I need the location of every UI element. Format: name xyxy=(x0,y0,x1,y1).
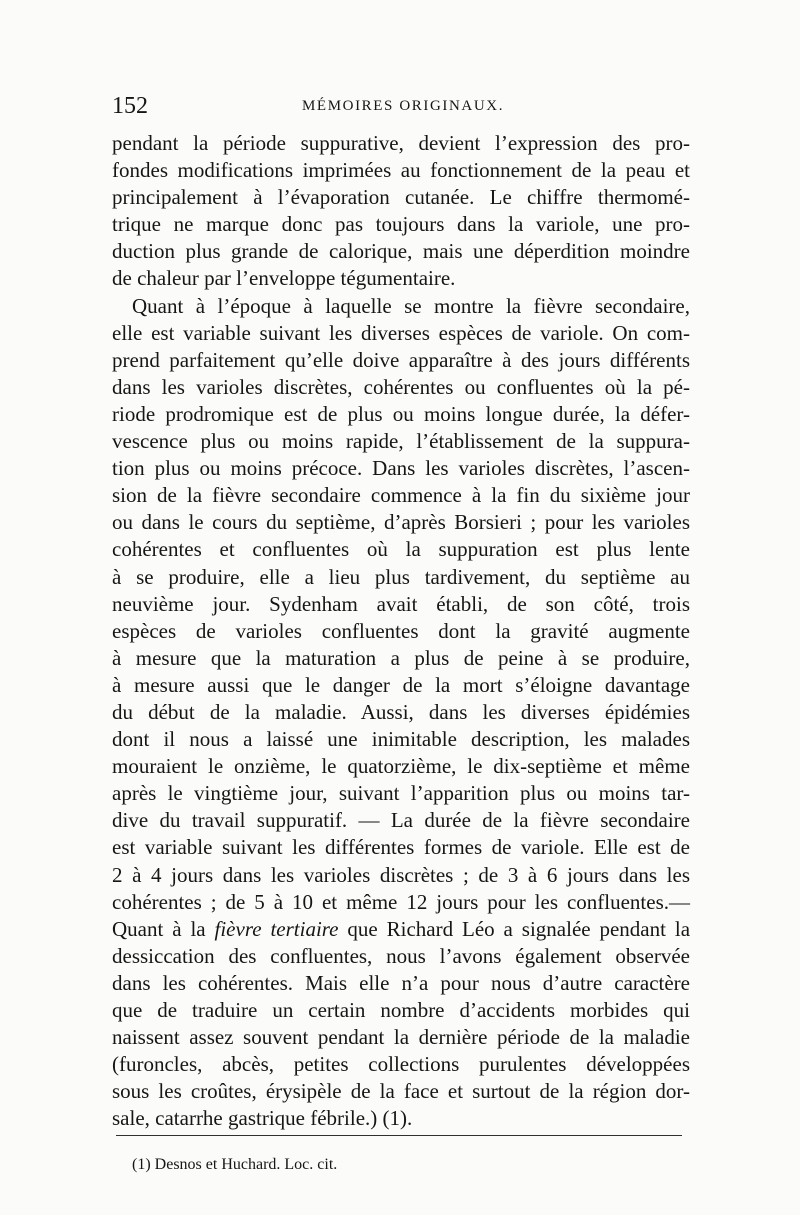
italic-term: fièvre tertiaire xyxy=(214,916,339,941)
text-line: riode prodromique est de plus ou moins longue durée, la défer- xyxy=(112,401,690,426)
text-line: prend parfaitement qu’elle doive apparaître à des jours différents xyxy=(112,347,690,372)
text-line: elle est variable suivant les diverses espèces de variole. On com- xyxy=(112,320,690,345)
text-line: après le vingtième jour, suivant l’apparition plus ou moins tar- xyxy=(112,781,690,806)
text-line: sion de la fièvre secondaire commence à la fin du sixième jour xyxy=(112,483,690,508)
text-line: vescence plus ou moins rapide, l’établissement de la suppura- xyxy=(112,429,690,454)
text-line: pendant la période suppurative, devient l’expression des pro- xyxy=(112,131,690,155)
text-segment: Quant à la xyxy=(112,916,215,941)
text-line: 2 à 4 jours dans les varioles discrètes ; de 3 à 6 jours dans les xyxy=(112,862,690,887)
text-line: ou dans le cours du septième, d’après Borsieri ; pour les varioles xyxy=(112,510,690,535)
text-line: du début de la maladie. Aussi, dans les diverses épidémies xyxy=(112,699,690,724)
text-line: à mesure que la maturation a plus de peine à se produire, xyxy=(112,645,690,670)
text-line: principalement à l’évaporation cutanée. Le chiffre thermomé- xyxy=(112,185,690,210)
body-text xyxy=(112,130,690,1132)
text-line: neuvième jour. Sydenham avait établi, de son côté, trois xyxy=(112,591,690,616)
text-line: sous les croûtes, érysipèle de la face et surtout de la région dor- xyxy=(112,1079,690,1104)
running-head xyxy=(112,92,692,120)
text-line: Quant à l’époque à laquelle se montre la fièvre secondaire, xyxy=(132,293,690,318)
text-line: (furoncles, abcès, petites collections purulentes développées xyxy=(112,1052,690,1077)
text-line-with-italic xyxy=(112,916,690,943)
text-line: dans les cohérentes. Mais elle n’a pour nous d’autre caractère xyxy=(112,970,690,995)
text-line: mouraient le onzième, le quatorzième, le dix-septième et même xyxy=(112,754,690,779)
text-line: cohérentes et confluentes où la suppuration est plus lente xyxy=(112,537,690,562)
text-line: tion plus ou moins précoce. Dans les varioles discrètes, l’ascen- xyxy=(112,456,690,481)
text-line: duction plus grande de calorique, mais une déperdition moindre xyxy=(112,239,690,264)
text-line: à se produire, elle a lieu plus tardivement, du septième au xyxy=(112,564,690,589)
text-line: fondes modifications imprimées au fonctionnement de la peau et xyxy=(112,158,690,183)
footnote-divider xyxy=(116,1135,682,1136)
running-title: MÉMOIRES ORIGINAUX. xyxy=(302,98,505,114)
text-line: naissent assez souvent pendant la dernière période de la maladie xyxy=(112,1025,690,1050)
footnote: (1) Desnos et Huchard. Loc. cit. xyxy=(132,1156,338,1173)
text-segment: que Richard Léo a signalée pendant la xyxy=(338,916,691,941)
page-number: 152 xyxy=(112,93,148,119)
text-line: dans les varioles discrètes, cohérentes ou confluentes où la pé- xyxy=(112,374,690,399)
text-line: est variable suivant les différentes formes de variole. Elle est de xyxy=(112,835,690,860)
text-line: à mesure aussi que le danger de la mort s’éloigne davantage xyxy=(112,672,690,697)
text-line: dessiccation des confluentes, nous l’avons également observée xyxy=(112,943,690,968)
text-line: de chaleur par l’enveloppe tégumentaire. xyxy=(112,266,456,291)
text-line: dont il nous a laissé une inimitable description, les malades xyxy=(112,727,690,752)
text-line: trique ne marque donc pas toujours dans la variole, une pro- xyxy=(112,212,690,237)
text-line: dive du travail suppuratif. — La durée de la fièvre secondaire xyxy=(112,808,690,833)
text-line: que de traduire un certain nombre d’accidents morbides qui xyxy=(112,998,690,1022)
text-line: espèces de varioles confluentes dont la gravité augmente xyxy=(112,618,690,643)
text-line: cohérentes ; de 5 à 10 et même 12 jours pour les confluentes.— xyxy=(112,889,690,914)
text-line: sale, catarrhe gastrique fébrile.) (1). xyxy=(112,1106,413,1131)
